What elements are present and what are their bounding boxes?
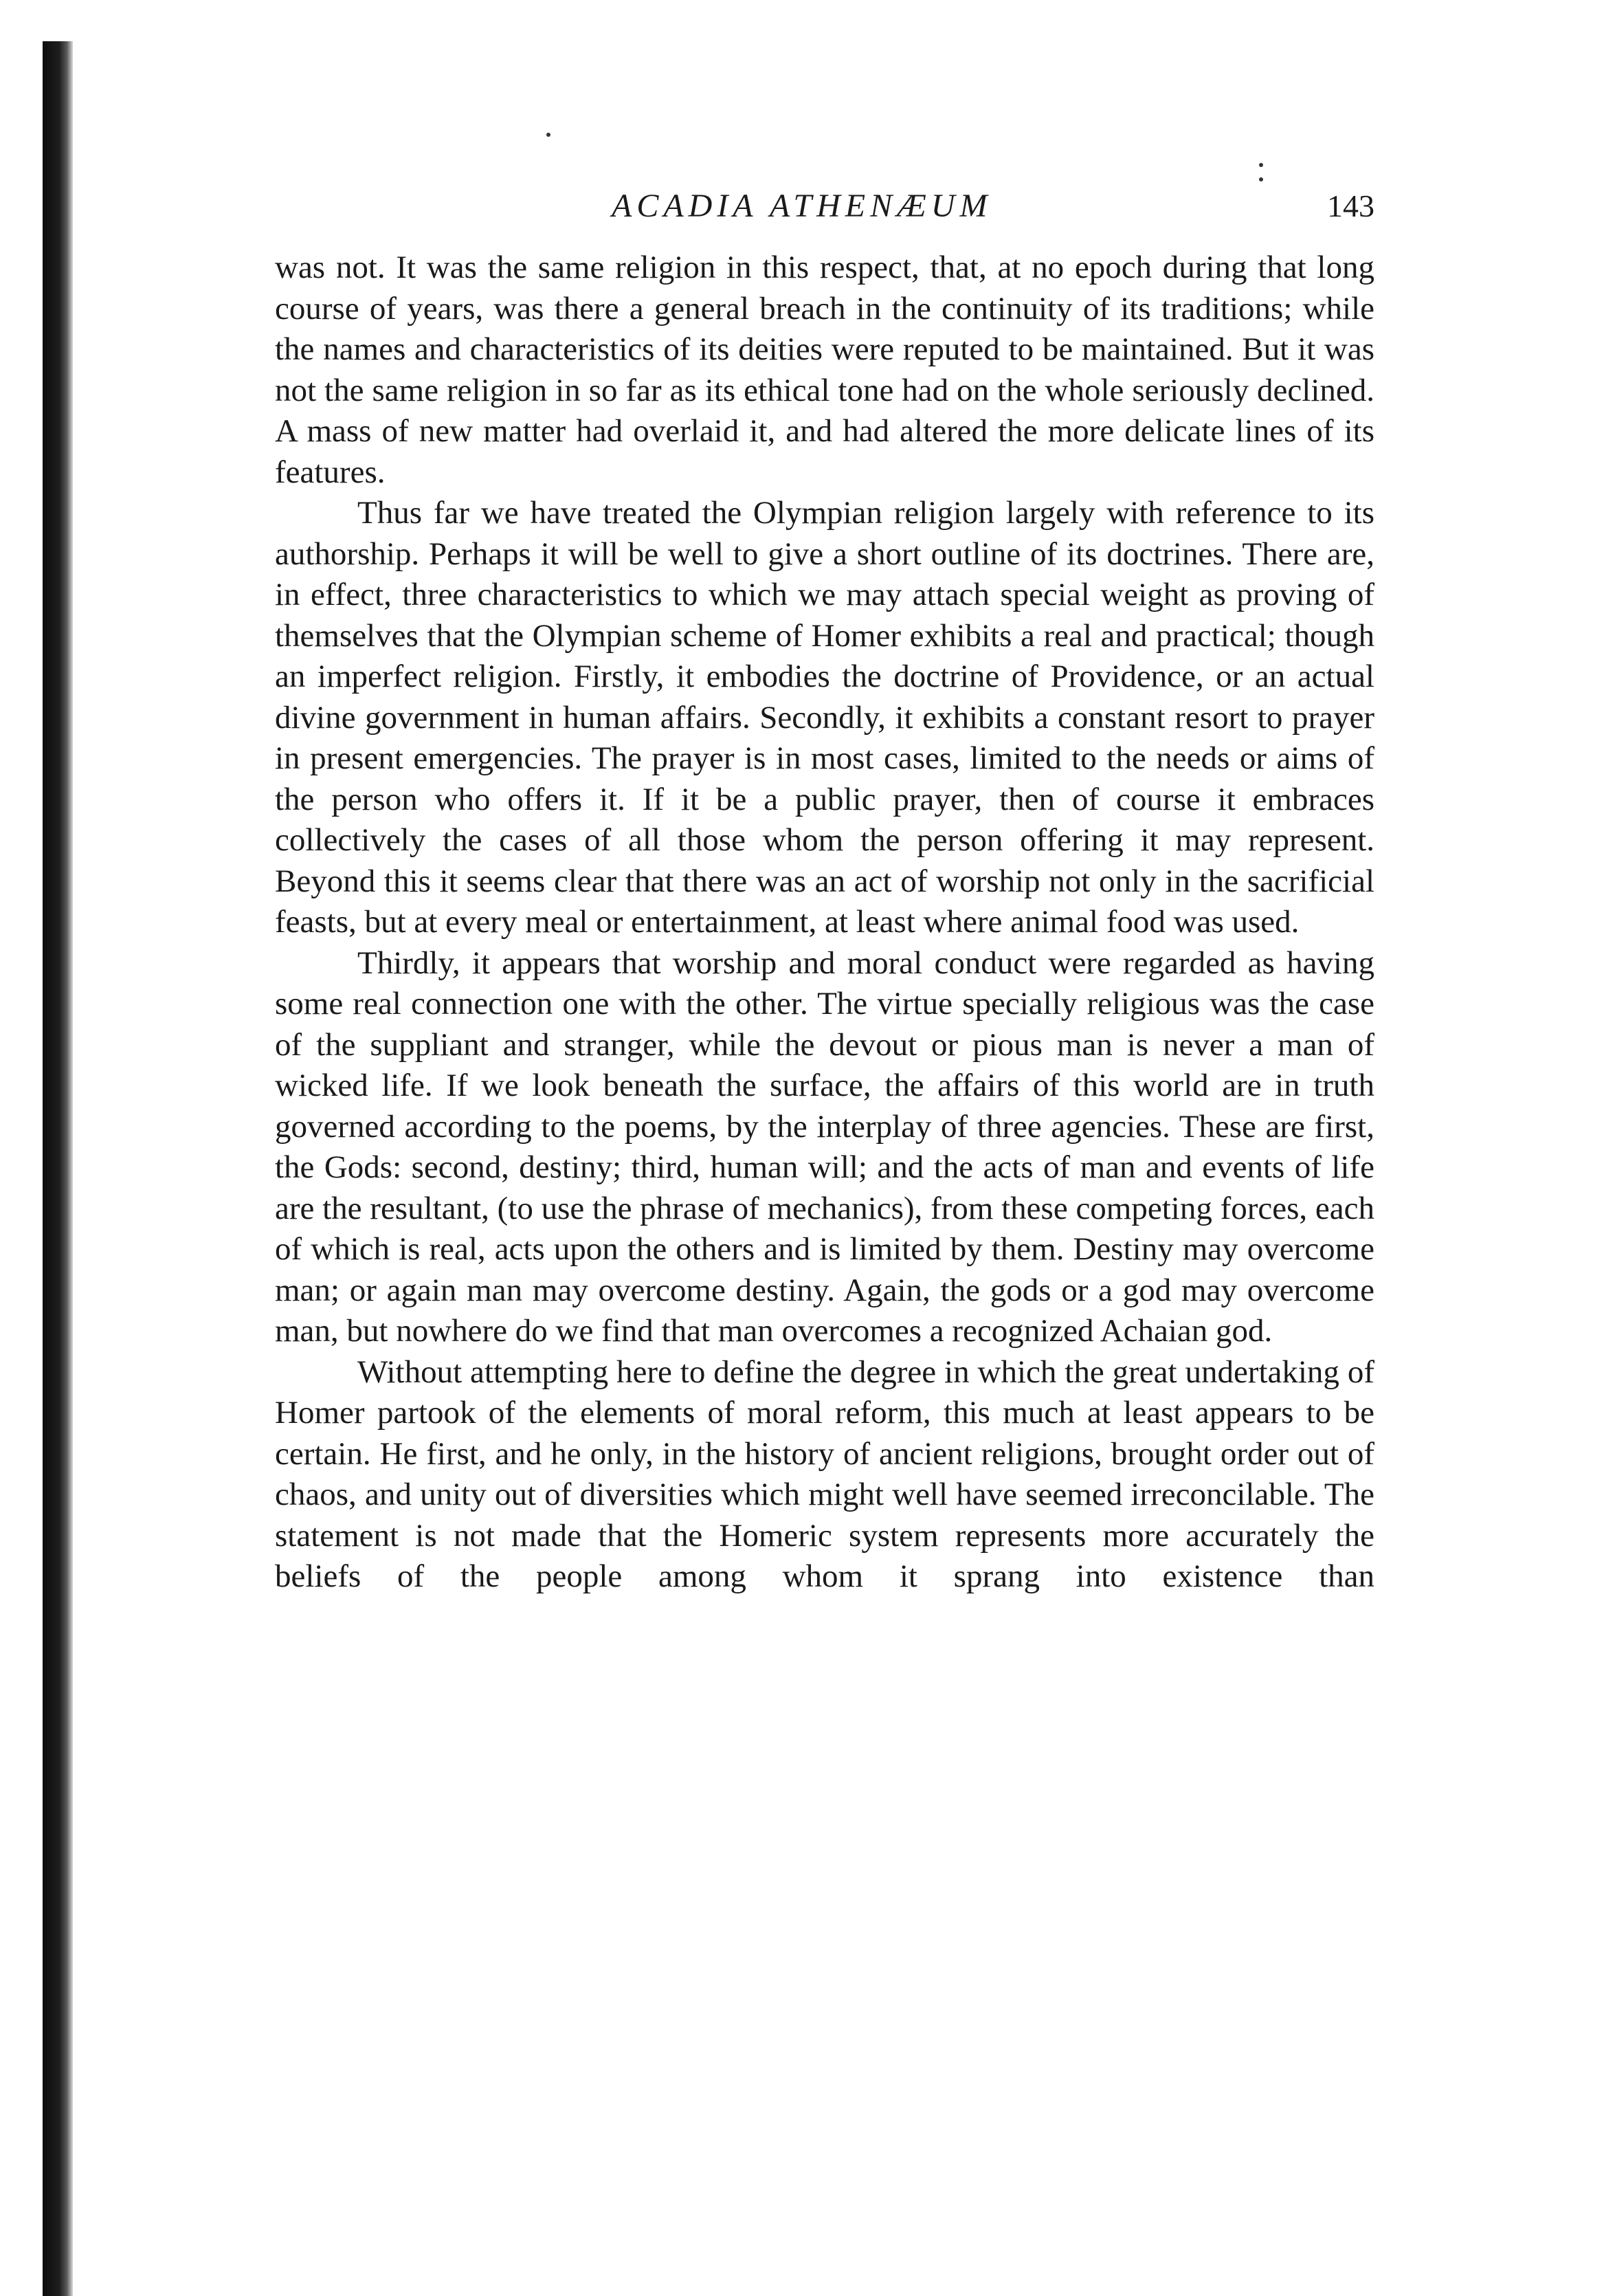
paragraph-homer-moral-reform: Without attempting here to define the degree in which the great undertaking of Homer partook of the elements of moral reform, this much at least appears to be certain. He first, and he only, in the history of ancient religions, brought order out of chaos, and unity out of diversities which might well have seemed irreconcilable. The statement is not made that the Homeric system represents more accurately the beliefs of the people among whom it sprang into existence than (275, 1354, 1374, 1594)
stray-ink-mark (546, 133, 550, 137)
paragraph-continuation: was not. It was the same religion in this respect, that, at no epoch during that long course of years, was there a general breach in the continuity of its traditions; while the names and characteristics of its deities were reputed to be maintained. But it was not the same religion in so far as its ethical tone had on the whole seriously declined. A mass of new matter had overlaid it, and had altered the more delicate lines of its features. (275, 250, 1374, 490)
page-number: 143 (1327, 188, 1374, 223)
paragraph-worship-and-conduct: Thirdly, it appears that worship and moral conduct were regarded as having some real connection one with the other. The virtue specially religious was the case of the suppliant and stranger, while the devout or pious man is never a man of wicked life. If we look beneath the surface, the affairs of this world are in truth governed according to the poems, by the interplay of three agencies. These are first, the Gods: second, destiny; third, human will; and the acts of man and events of life are the resultant, (to use the phrase of mechanics), from these competing forces, each of which is real, acts upon the others and is limited by them. Destiny may overcome man; or again man may overcome destiny. Again, the gods or a god may overcome man, but nowhere do we find that man overcomes a recognized Achaian god. (275, 945, 1374, 1349)
stray-ink-mark (1259, 177, 1263, 181)
page-binding-edge (43, 41, 73, 2296)
body-text (275, 247, 1374, 1598)
page-header (275, 182, 1374, 230)
stray-ink-mark (1259, 163, 1263, 167)
running-title: ACADIA ATHENÆUM (612, 188, 992, 224)
paragraph-olympian-doctrines: Thus far we have treated the Olympian religion largely with reference to its authorship. Perhaps it will be well to give a short outline of its doctrines. There are, in effect, three characteristics to which we may attach special weight as proving of themselves that the Olympian scheme of Homer exhibits a real and practical; though an imperfect religion. Firstly, it embodies the doctrine of Providence, or an actual divine government in human affairs. Secondly, it exhibits a constant resort to prayer in present emergencies. The prayer is in most cases, limited to the needs or aims of the person who offers it. If it be a public prayer, then of course it embraces collectively the cases of all those whom the person offering it may represent. Beyond this it seems clear that there was an act of worship not only in the sacrificial feasts, but at every meal or entertainment, at least where animal food was used. (275, 495, 1374, 940)
